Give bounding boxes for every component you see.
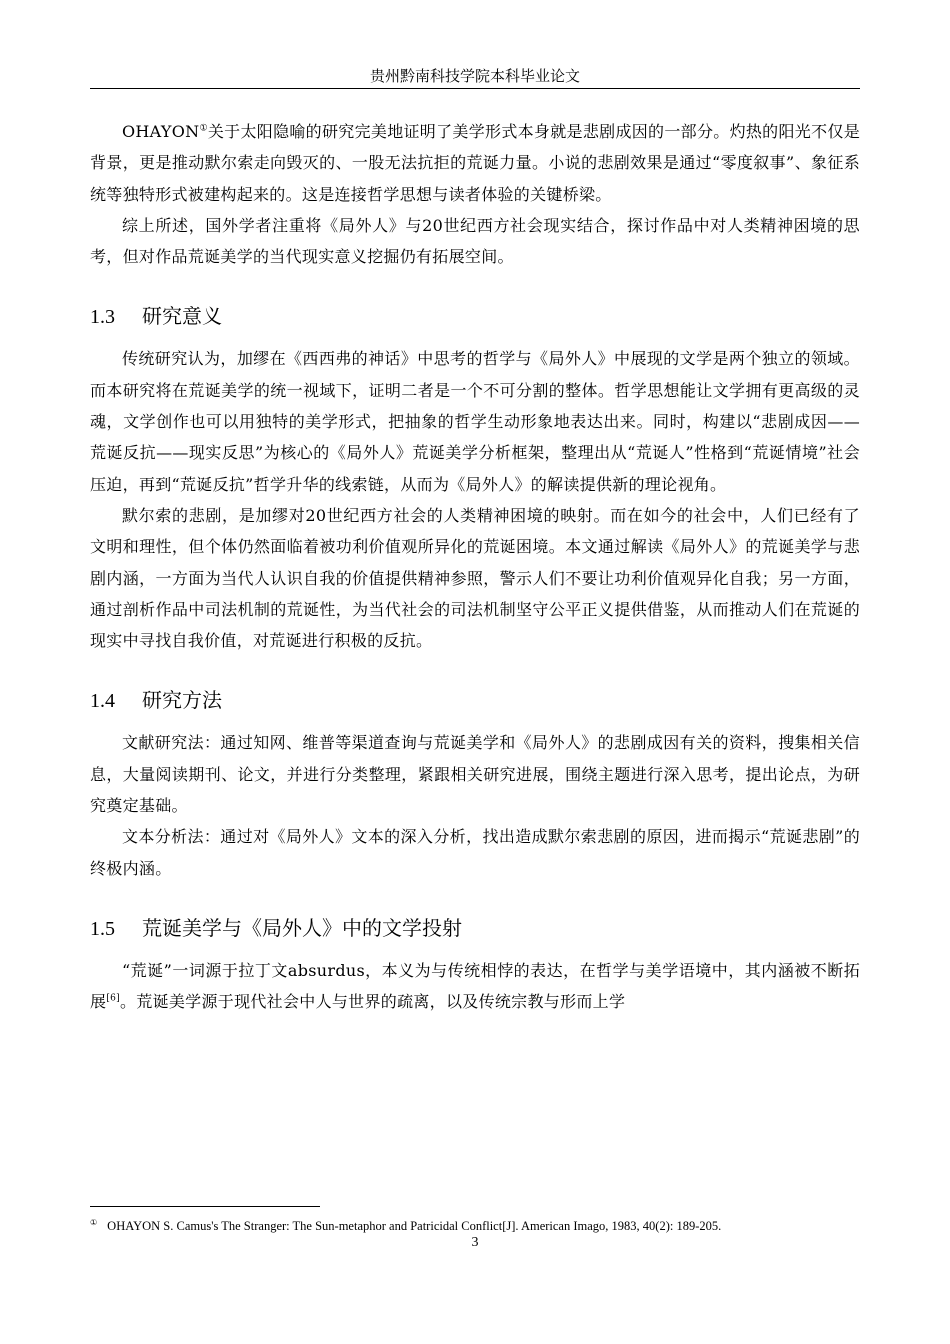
page-number: 3 (471, 1235, 479, 1250)
section-number: 1.5 (90, 917, 115, 940)
footnote-rule (90, 1206, 320, 1207)
section-number: 1.4 (90, 690, 115, 713)
header-rule (90, 88, 860, 89)
paragraph: 默尔索的悲剧，是加缪对20世纪西方社会的人类精神困境的映射。而在如今的社会中，人们已经有了文明和理性，但个体仍然面临着被功利价值观所异化的荒诞困境。本文通过解读《局外人》的荒诞美学与悲剧内涵，一方面为当代人认识自我的价值提供精神参照，警示人们不要让功利价值观异化自我；另一方面，通过剖析作品中司法机制的荒诞性，为当代社会的司法机制坚守公平正义提供借鉴，从而推动人们在荒诞的现实中寻找自我价值，对荒诞进行积极的反抗。 (90, 505, 860, 651)
paragraph: 文本分析法：通过对《局外人》文本的深入分析，找出造成默尔索悲剧的原因，进而揭示“荒诞悲剧”的终极内涵。 (90, 827, 860, 878)
paragraph-absurd (90, 955, 860, 1018)
paragraph-summary: 综上所述，国外学者注重将《局外人》与20世纪西方社会现实结合，探讨作品中对人类精神困境的思考，但对作品荒诞美学的当代现实意义挖掘仍有拓展空间。 (90, 215, 860, 267)
paragraph-text: 关于太阳隐喻的研究完美地证明了美学形式本身就是悲剧成因的一部分。灼热的阳光不仅是背景，更是推动默尔索走向毁灭的、一股无法抗拒的荒诞力量。小说的悲剧效果是通过“零度叙事”、象征系统等独特形式被建构起来的。这是连接哲学思想与读者体验的关键桥梁。 (90, 122, 860, 204)
footnote-text: OHAYON S. Camus's The Stranger: The Sun-metaphor and Patricidal Conflict[J]. American Imago, 1983, 40(2): 189-205. (107, 1219, 722, 1234)
footnote (90, 1214, 860, 1235)
footnote-mark: ① (90, 1218, 98, 1227)
section-number: 1.3 (90, 306, 115, 329)
paragraph: 传统研究认为，加缪在《西西弗的神话》中思考的哲学与《局外人》中展现的文学是两个独立的领域。而本研究将在荒诞美学的统一视域下，证明二者是一个不可分割的整体。哲学思想能让文学拥有更高级的灵魂，文学创作也可以用独特的美学形式，把抽象的哲学生动形象地表达出来。同时，构建以“悲剧成因——荒诞反抗——现实反思”为核心的《局外人》荒诞美学分析框架，整理出从“荒诞人”性格到“荒诞情境”社会压迫，再到“荒诞反抗”哲学升华的线索链，从而为《局外人》的解读提供新的理论视角。 (90, 349, 860, 494)
cited-author: OHAYON (122, 122, 200, 141)
paragraph: 文献研究法：通过知网、维普等渠道查询与荒诞美学和《局外人》的悲剧成因有关的资料，搜集相关信息，大量阅读期刊、论文，并进行分类整理，紧跟相关研究进展，围绕主题进行深入思考，提出论点，为研究奠定基础。 (90, 733, 860, 816)
section-title: 荒诞美学与《局外人》中的文学投射 (142, 915, 462, 940)
section-heading-1-5 (90, 914, 860, 943)
running-header: 贵州黔南科技学院本科毕业论文 (369, 67, 580, 85)
footnote-reference[interactable]: ① (199, 123, 208, 134)
section-heading-1-3 (90, 302, 860, 331)
section-title: 研究方法 (142, 688, 222, 713)
section-title: 研究意义 (142, 304, 222, 329)
page-body (90, 116, 860, 1018)
citation-reference[interactable]: [6] (106, 993, 120, 1004)
paragraph-ohayon (90, 116, 860, 210)
paragraph-text: 。荒诞美学源于现代社会中人与世界的疏离，以及传统宗教与形而上学 (119, 992, 626, 1012)
paragraph-text: “荒诞”一词源于拉丁文absurdus，本义为与传统相悖的表达，在哲学与美学语境中，其内涵被不断拓展 (90, 960, 860, 1012)
section-heading-1-4 (90, 686, 860, 715)
